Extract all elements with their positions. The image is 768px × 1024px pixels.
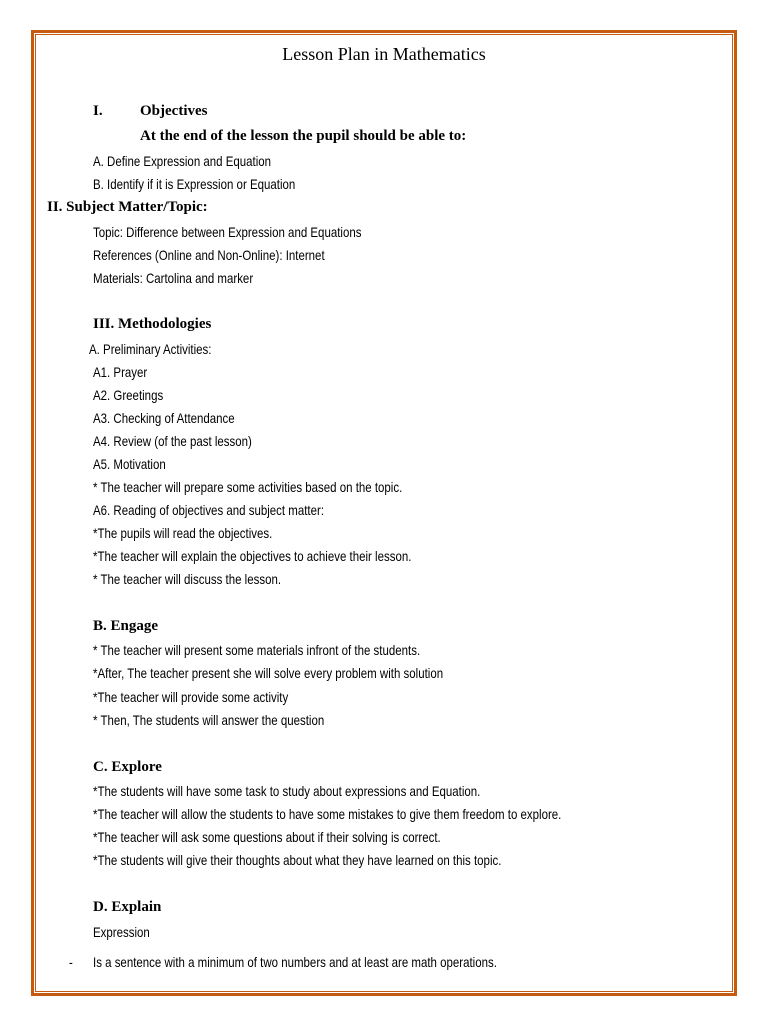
section-heading-explore: C. Explore xyxy=(93,759,162,775)
objective-item: B. Identify if it is Expression or Equation xyxy=(93,176,296,192)
list-bullet-dash: - xyxy=(69,954,73,970)
explore-line: *The teacher will ask some questions about if their solving is correct. xyxy=(93,829,441,845)
preliminary-activities-heading: A. Preliminary Activities: xyxy=(89,341,212,357)
engage-line: *The teacher will provide some activity xyxy=(93,689,289,705)
section-heading-explain: D. Explain xyxy=(93,899,162,915)
explore-line: *The students will have some task to study about expressions and Equation. xyxy=(93,783,481,799)
explore-line: *The teacher will allow the students to have some mistakes to give them freedom to explore. xyxy=(93,806,562,822)
engage-line: * Then, The students will answer the question xyxy=(93,712,325,728)
engage-line: * The teacher will present some materials infront of the students. xyxy=(93,642,421,658)
preliminary-line: A5. Motivation xyxy=(93,456,166,472)
subject-materials: Materials: Cartolina and marker xyxy=(93,270,254,286)
preliminary-line: A3. Checking of Attendance xyxy=(93,410,235,426)
explore-line: *The students will give their thoughts about what they have learned on this topic. xyxy=(93,852,502,868)
subject-references: References (Online and Non-Online): Internet xyxy=(93,247,325,263)
section-numeral-objectives: I. xyxy=(93,103,103,119)
preliminary-line: A1. Prayer xyxy=(93,364,148,380)
preliminary-line: * The teacher will prepare some activities based on the topic. xyxy=(93,479,403,495)
preliminary-line: *The pupils will read the objectives. xyxy=(93,525,273,541)
engage-line: *After, The teacher present she will solve every problem with solution xyxy=(93,665,444,681)
section-heading-objectives: Objectives xyxy=(140,103,208,119)
document-title: Lesson Plan in Mathematics xyxy=(282,44,486,64)
objective-item: A. Define Expression and Equation xyxy=(93,153,272,169)
preliminary-line: A6. Reading of objectives and subject matter: xyxy=(93,502,325,518)
preliminary-line: A4. Review (of the past lesson) xyxy=(93,433,252,449)
explain-definition: Is a sentence with a minimum of two numbers and at least are math operations. xyxy=(93,954,497,970)
preliminary-line: * The teacher will discuss the lesson. xyxy=(93,571,282,587)
section-heading-subject-matter: II. Subject Matter/Topic: xyxy=(47,199,208,215)
explain-term: Expression xyxy=(93,924,150,940)
section-heading-methodologies: III. Methodologies xyxy=(93,316,212,332)
subject-topic: Topic: Difference between Expression and Equations xyxy=(93,224,362,240)
section-heading-engage: B. Engage xyxy=(93,618,159,634)
objectives-intro: At the end of the lesson the pupil should be able to: xyxy=(140,128,467,144)
preliminary-line: *The teacher will explain the objectives to achieve their lesson. xyxy=(93,548,412,564)
preliminary-line: A2. Greetings xyxy=(93,387,164,403)
